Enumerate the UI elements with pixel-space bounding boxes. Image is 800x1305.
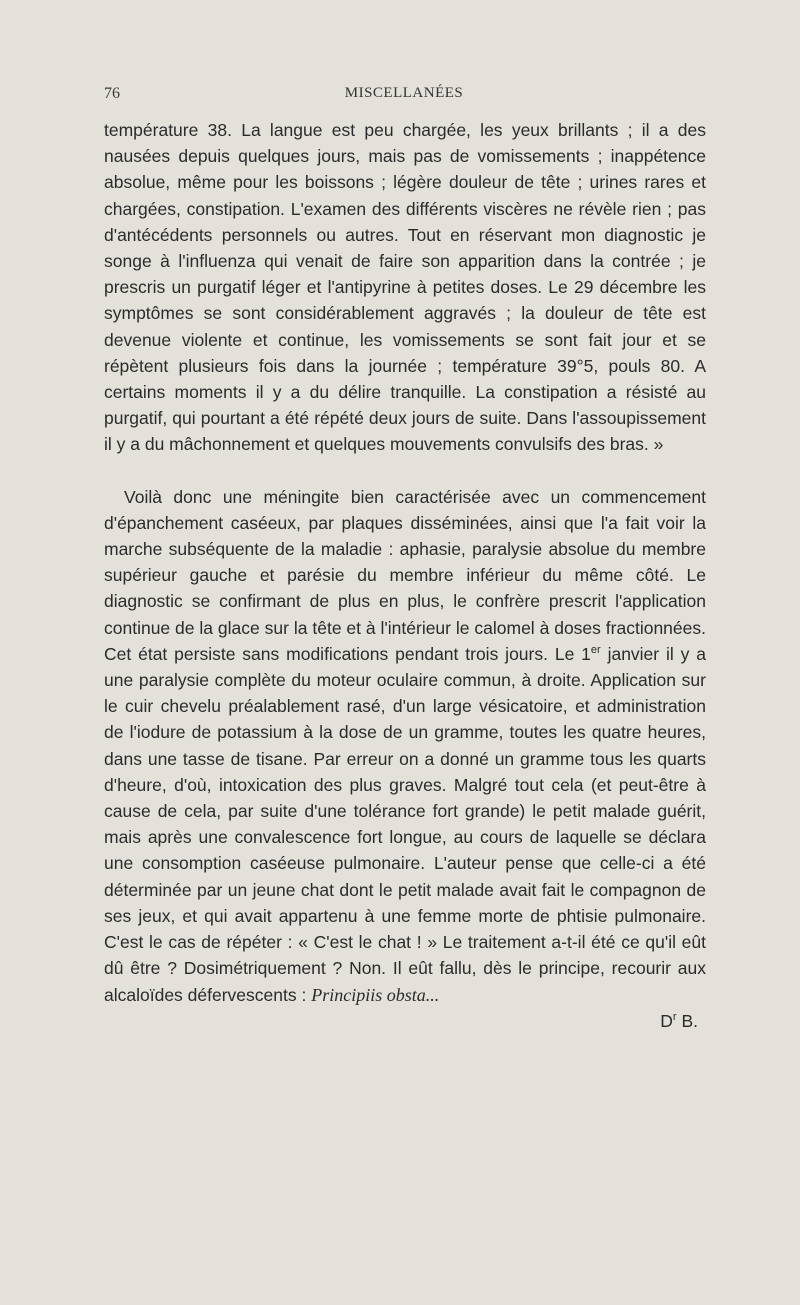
body-text — [104, 117, 706, 1034]
paragraph-gap — [104, 458, 706, 484]
page-number: 76 — [104, 85, 120, 102]
page-header — [104, 85, 704, 109]
signature — [104, 1008, 706, 1034]
signature-name: B. — [676, 1010, 698, 1031]
latin-phrase: Principiis obsta... — [311, 984, 440, 1005]
paragraph-2-text-b: janvier il y a une paralysie complète du moteur oculaire commun, à droite. Application sur le cuir chevelu préalablement rasé, d'un large vésicatoire, et administration de l'iodure de potassium à la dose de un gramme, toutes les quatre heures, dans une tasse de tisane. Par erreur on a donné un gramme tous les quarts d'heure, d'où, intoxication des plus graves. Malgré tout cela (et peut-être à cause de cela, par suite d'une tolérance fort grande) le petit malade guérit, mais après une convalescence fort longue, au cours de laquelle se déclara une consomption caséeuse pulmonaire. L'auteur pense que celle-ci a été déterminée par un jeune chat dont le petit malade avait fait le compagnon de ses jeux, et qui avait appartenu à une femme morte de phtisie pulmonaire. C'est le cas de répéter : « C'est le chat ! » Le traitement a-t-il été ce qu'il eût dû être ? Dosimétriquement ? Non. Il eût fallu, dès le principe, recourir aux alcaloïdes défervescents : — [104, 643, 706, 1005]
paragraph-2 — [104, 484, 706, 1008]
ordinal-superscript: er — [590, 644, 601, 657]
paragraph-2-text-a: Voilà donc une méningite bien caractérisée avec un commencement d'épanchement caséeux, par plaques disséminées, ainsi que l'a fait voir la marche subséquente de la maladie : aphasie, paralysie absolue du membre supérieur gauche et parésie du membre inférieur du même côté. Le diagnostic se confirmant de plus en plus, le confrère prescrit l'application continue de la glace sur la tête et à l'intérieur le calomel à doses fractionnées. Cet état persiste sans modifications pendant trois jours. Le 1 — [104, 486, 706, 664]
running-title: MISCELLANÉES — [344, 85, 464, 101]
signature-title: D — [660, 1010, 673, 1031]
signature-superscript: r — [672, 1010, 677, 1023]
paragraph-1: température 38. La langue est peu chargée, les yeux brillants ; il a des nausées depuis quelques jours, mais pas de vomissements ; inappétence absolue, même pour les boissons ; légère douleur de tête ; urines rares et chargées, constipation. L'examen des différents viscères ne révèle rien ; pas d'antécédents personnels ou autres. Tout en réservant mon diagnostic je songe à l'influenza qui venait de faire son apparition dans la contrée ; je prescris un purgatif léger et l'antipyrine à petites doses. Le 29 décembre les symptômes se sont considérablement aggravés ; la douleur de tête est devenue violente et continue, les vomissements se sont fait jour et se répètent plusieurs fois dans la journée ; température 39°5, pouls 80. A certains moments il y a du délire tranquille. La constipation a résisté au purgatif, qui pourtant a été répété deux jours de suite. Dans l'assoupissement il y a du mâchonnement et quelques mouvements convulsifs des bras. » — [104, 120, 706, 455]
